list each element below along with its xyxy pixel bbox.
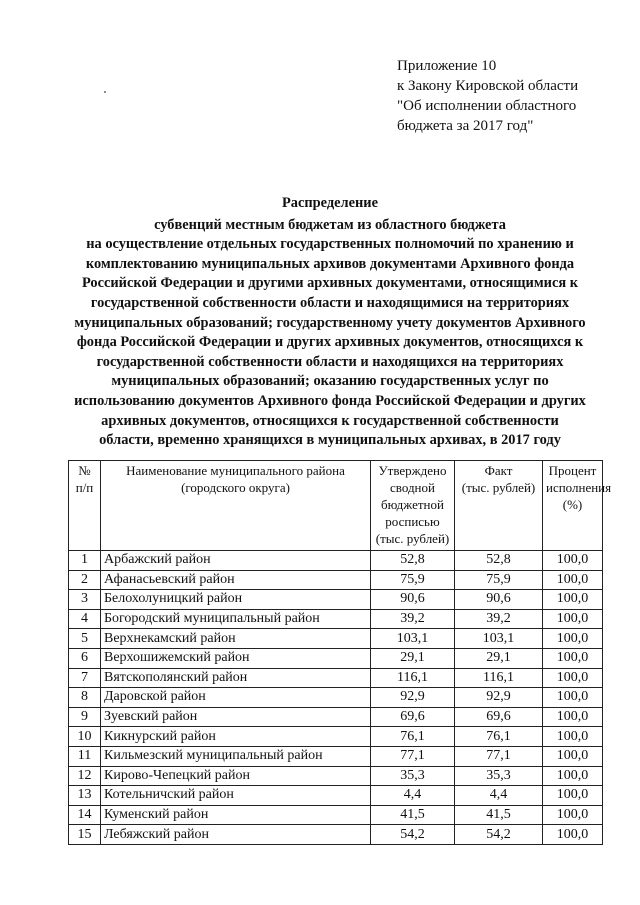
annex-line: бюджета за 2017 год" — [397, 118, 534, 134]
table-row — [69, 551, 603, 571]
document-title — [60, 194, 600, 451]
header-line: (городского округа) — [181, 480, 290, 495]
title-line: муниципальных образований; государственному учету документов Архивного — [74, 314, 586, 331]
district-name: Кикнурский район — [101, 727, 371, 747]
table-row — [69, 805, 603, 825]
row-number: 4 — [69, 609, 101, 629]
header-approved — [371, 461, 455, 551]
approved-amount: 52,8 — [371, 551, 455, 571]
annex-line: "Об исполнении областного — [397, 98, 577, 114]
execution-percent: 100,0 — [543, 629, 603, 649]
header-line: (тыс. рублей) — [375, 531, 450, 546]
header-line: № — [78, 463, 91, 478]
fact-amount: 54,2 — [455, 825, 543, 845]
row-number: 2 — [69, 570, 101, 590]
district-name: Верхнекамский район — [101, 629, 371, 649]
row-number: 10 — [69, 727, 101, 747]
table-row — [69, 786, 603, 806]
fact-amount: 29,1 — [455, 648, 543, 668]
header-line: п/п — [75, 480, 94, 495]
approved-amount: 4,4 — [371, 786, 455, 806]
execution-percent: 100,0 — [543, 648, 603, 668]
header-line: Процент — [548, 463, 597, 478]
table-header-row — [69, 461, 603, 551]
execution-percent: 100,0 — [543, 786, 603, 806]
annex-line: Приложение 10 — [397, 58, 497, 74]
approved-amount: 75,9 — [371, 570, 455, 590]
fact-amount: 35,3 — [455, 766, 543, 786]
header-line: (%) — [562, 497, 583, 512]
row-number: 9 — [69, 707, 101, 727]
approved-amount: 29,1 — [371, 648, 455, 668]
row-number: 8 — [69, 688, 101, 708]
fact-amount: 90,6 — [455, 590, 543, 610]
fact-amount: 52,8 — [455, 551, 543, 571]
title-line: субвенций местным бюджетам из областного бюджета — [154, 216, 506, 233]
district-name: Даровской район — [101, 688, 371, 708]
table-row — [69, 648, 603, 668]
execution-percent: 100,0 — [543, 825, 603, 845]
title-line: государственной собственности области и находящихся на территориях — [96, 353, 564, 370]
approved-amount: 103,1 — [371, 629, 455, 649]
title-line: комплектованию муниципальных архивов документами Архивного фонда — [85, 255, 575, 272]
district-name: Лебяжский район — [101, 825, 371, 845]
district-name: Вятскополянский район — [101, 668, 371, 688]
row-number: 7 — [69, 668, 101, 688]
district-name: Белохолуницкий район — [101, 590, 371, 610]
title-line: архивных документов, относящихся к государственной собственности — [101, 412, 559, 429]
fact-amount: 92,9 — [455, 688, 543, 708]
table-row — [69, 727, 603, 747]
title-line: использованию документов Архивного фонда Российской Федерации и других — [74, 392, 586, 409]
row-number: 11 — [69, 746, 101, 766]
table-row — [69, 688, 603, 708]
district-name: Верхошижемский район — [101, 648, 371, 668]
title-line: фонда Российской Федерации и других архивных документов, относящихся к — [76, 334, 584, 351]
title-line: государственной собственности области и находящимися на территориях — [90, 294, 570, 311]
row-number: 14 — [69, 805, 101, 825]
header-line: исполнения — [546, 480, 612, 495]
fact-amount: 41,5 — [455, 805, 543, 825]
approved-amount: 39,2 — [371, 609, 455, 629]
execution-percent: 100,0 — [543, 688, 603, 708]
fact-amount: 76,1 — [455, 727, 543, 747]
execution-percent: 100,0 — [543, 746, 603, 766]
execution-percent: 100,0 — [543, 766, 603, 786]
header-name — [101, 461, 371, 551]
district-name: Кильмезский муниципальный район — [101, 746, 371, 766]
approved-amount: 90,6 — [371, 590, 455, 610]
fact-amount: 75,9 — [455, 570, 543, 590]
table-row — [69, 570, 603, 590]
table-row — [69, 746, 603, 766]
header-line: Утверждено — [378, 463, 447, 478]
table-row — [69, 590, 603, 610]
execution-percent: 100,0 — [543, 668, 603, 688]
title-line: Российской Федерации и другими архивных документами, относящимися к — [81, 275, 579, 292]
table-row — [69, 609, 603, 629]
row-number: 15 — [69, 825, 101, 845]
fact-amount: 77,1 — [455, 746, 543, 766]
header-fact — [455, 461, 543, 551]
district-name: Богородский муниципальный район — [101, 609, 371, 629]
title-line: муниципальных образований; оказанию государственных услуг по — [111, 373, 549, 390]
table-row — [69, 668, 603, 688]
row-number: 5 — [69, 629, 101, 649]
execution-percent: 100,0 — [543, 590, 603, 610]
row-number: 12 — [69, 766, 101, 786]
annex-line: к Закону Кировской области — [397, 78, 579, 94]
execution-percent: 100,0 — [543, 551, 603, 571]
execution-percent: 100,0 — [543, 570, 603, 590]
header-line: Наименование муниципального района — [126, 463, 345, 478]
header-line: бюджетной — [381, 497, 444, 512]
district-name: Куменский район — [101, 805, 371, 825]
fact-amount: 39,2 — [455, 609, 543, 629]
table-row — [69, 629, 603, 649]
execution-percent: 100,0 — [543, 707, 603, 727]
header-line: росписью — [385, 514, 440, 529]
fact-amount: 116,1 — [455, 668, 543, 688]
row-number: 6 — [69, 648, 101, 668]
district-name: Зуевский район — [101, 707, 371, 727]
title-line: области, временно хранящихся в муниципальных архивах, в 2017 году — [99, 432, 561, 449]
table-row — [69, 766, 603, 786]
scan-speck — [104, 91, 106, 93]
row-number: 1 — [69, 551, 101, 571]
title-line: на осуществление отдельных государственных полномочий по хранению и — [86, 236, 574, 253]
fact-amount: 103,1 — [455, 629, 543, 649]
district-name: Афанасьевский район — [101, 570, 371, 590]
district-name: Кирово-Чепецкий район — [101, 766, 371, 786]
subsidy-table — [68, 460, 612, 845]
table-row — [69, 707, 603, 727]
approved-amount: 41,5 — [371, 805, 455, 825]
table-row — [69, 825, 603, 845]
approved-amount: 69,6 — [371, 707, 455, 727]
execution-percent: 100,0 — [543, 727, 603, 747]
fact-amount: 69,6 — [455, 707, 543, 727]
fact-amount: 4,4 — [455, 786, 543, 806]
approved-amount: 77,1 — [371, 746, 455, 766]
row-number: 3 — [69, 590, 101, 610]
header-line: сводной — [390, 480, 435, 495]
approved-amount: 116,1 — [371, 668, 455, 688]
approved-amount: 35,3 — [371, 766, 455, 786]
header-line: Факт — [484, 463, 513, 478]
annex-note — [397, 56, 578, 136]
execution-percent: 100,0 — [543, 609, 603, 629]
district-name: Арбажский район — [101, 551, 371, 571]
district-name: Котельничский район — [101, 786, 371, 806]
header-line: (тыс. рублей) — [461, 480, 536, 495]
execution-percent: 100,0 — [543, 805, 603, 825]
title-line: Распределение — [282, 195, 378, 211]
approved-amount: 76,1 — [371, 727, 455, 747]
header-num — [69, 461, 101, 551]
row-number: 13 — [69, 786, 101, 806]
header-percent — [543, 461, 612, 551]
approved-amount: 54,2 — [371, 825, 455, 845]
approved-amount: 92,9 — [371, 688, 455, 708]
